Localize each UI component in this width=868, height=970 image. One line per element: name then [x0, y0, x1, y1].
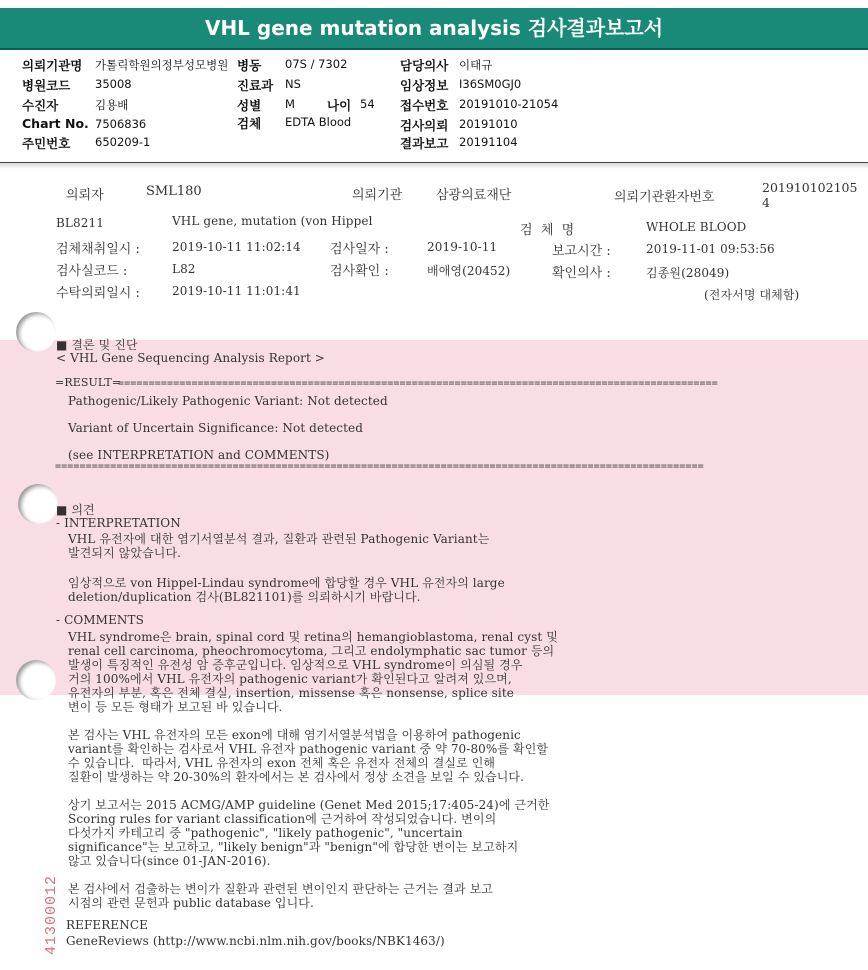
result-see-note: (see INTERPRETATION and COMMENTS): [68, 448, 330, 462]
comment-line: variant를 확인하는 검사로서 VHL 유전자 pathogenic variant 중 약 70-80%를 확인할: [68, 742, 549, 756]
sex-label: 성별: [237, 98, 262, 113]
clinical-label: 임상정보: [400, 78, 449, 93]
comment-line: 시점의 관련 문헌과 public database 입니다.: [68, 896, 314, 910]
patient-label: 수진자: [22, 98, 59, 113]
binder-hole-icon: [16, 312, 56, 352]
doctor-label: 담당의사: [400, 58, 449, 73]
result-tag: =RESULT=: [55, 376, 122, 389]
interpretation-line: deletion/duplication 검사(BL821101)를 의뢰하시기 바랍니다.: [68, 590, 421, 604]
hospital-code-label: 병원코드: [22, 78, 71, 93]
comment-line: 유전자의 부분, 혹은 전체 결실, insertion, missense 혹은 nonsense, splice site: [68, 686, 514, 700]
specimen-label: 검체: [237, 116, 262, 131]
comment-line: 다섯가지 카테고리 중 "pathogenic", "likely pathogenic", "uncertain: [68, 826, 463, 840]
request-date-value: 20191010: [459, 117, 518, 131]
comment-line: 않고 있습니다(since 01-JAN-2016).: [68, 854, 271, 868]
interpretation-line: 임상적으로 von Hippel-Lindau syndrome에 합당할 경우 VHL 유전자의 large: [68, 576, 505, 590]
report-title: VHL gene mutation analysis 검사결과보고서: [0, 8, 868, 48]
test-confirm-label: 검사확인 :: [330, 264, 389, 279]
collect-time-value: 2019-10-11 11:02:14: [172, 240, 301, 254]
requester-label: 의뢰자: [66, 188, 104, 203]
result-heading: ■ 결론 및 진단: [56, 338, 138, 352]
chart-no-value: 7506836: [95, 117, 147, 131]
org-patient-no-value-cont: 4: [762, 195, 770, 210]
institution-label: 의뢰기관명: [22, 58, 83, 73]
ward-value: 07S / 7302: [285, 57, 348, 71]
doctor-value: 이태규: [459, 58, 493, 72]
comment-line: 질환이 발생하는 약 20-30%의 환자에서는 본 검사에서 정상 소견을 보일 수 있습니다.: [68, 770, 525, 784]
dept-label: 진료과: [237, 78, 274, 93]
report-date-label: 결과보고: [400, 136, 449, 151]
opinion-heading: ■ 의견: [56, 503, 95, 517]
age-value: 54: [360, 97, 375, 111]
result-rule-top: ==================================================================================================: [118, 378, 718, 389]
confirm-doctor-value: 김종원(28049): [646, 266, 730, 280]
comment-line: 본 검사에서 검출하는 변이가 질환과 관련된 변이인지 판단하는 근거는 결과 보고: [68, 882, 493, 896]
comment-line: 상기 보고서는 2015 ACMG/AMP guideline (Genet Med 2015;17:405-24)에 근거한: [68, 798, 550, 812]
comment-line: 본 검사는 VHL 유전자의 모든 exon에 대해 염기서열분석법을 이용하여 pathogenic: [68, 728, 521, 742]
age-label: 나이: [327, 98, 352, 113]
confirm-doctor-label: 확인의사 :: [552, 266, 611, 281]
result-subtitle: < VHL Gene Sequencing Analysis Report >: [56, 351, 325, 365]
org-patient-no-label: 의뢰기관환자번호: [614, 190, 715, 205]
report-date-value: 20191104: [459, 135, 518, 149]
comment-line: 거의 100%에서 VHL 유전자의 pathogenic variant가 확인된다고 알려져 있으며,: [68, 672, 512, 686]
report-time-value: 2019-11-01 09:53:56: [646, 242, 775, 256]
interpretation-line: VHL 유전자에 대한 염기서열분석 결과, 질환과 관련된 Pathogenic Variant는: [68, 532, 490, 546]
reference-line: GeneReviews (http://www.ncbi.nlm.nih.gov/books/NBK1463/): [66, 934, 445, 948]
comment-line: 수 있습니다. 따라서, VHL 유전자의 exon 전체 혹은 유전자 전체의 결실로 인해: [68, 756, 496, 770]
report-time-label: 보고시간 :: [552, 244, 611, 259]
binder-hole-icon: [18, 484, 58, 524]
chart-no-label: Chart No.: [22, 116, 89, 131]
test-code: BL8211: [56, 216, 104, 230]
sex-value: M: [285, 97, 295, 111]
binder-hole-icon: [16, 660, 56, 700]
org-value: 삼광의료재단: [436, 188, 512, 203]
specimen-name-label: 검 체 명: [520, 223, 575, 238]
requester-value: SML180: [146, 184, 202, 199]
institution-value: 가톨릭학원의정부성모병원: [95, 58, 229, 72]
specimen-value: EDTA Blood: [285, 115, 352, 129]
request-date-label: 검사의뢰: [400, 118, 449, 133]
specimen-name-value: WHOLE BLOOD: [646, 220, 747, 234]
received-time-value: 2019-10-11 11:01:41: [172, 284, 301, 298]
comment-line: renal cell carcinoma, pheochromocytoma, 그리고 endolymphatic sac tumor 등의: [68, 644, 555, 658]
result-rule-bottom: ==========================================================================================================: [55, 461, 704, 472]
comment-line: 발생이 특징적인 유전성 암 증후군입니다. 임상적으로 VHL syndrome이 의심될 경우: [68, 658, 523, 672]
interpretation-line: 발견되지 않았습니다.: [68, 546, 182, 560]
receipt-value: 20191010-21054: [459, 97, 559, 111]
test-name: VHL gene, mutation (von Hippel: [172, 214, 373, 228]
comments-title: - COMMENTS: [56, 613, 144, 627]
org-label: 의뢰기관: [352, 188, 403, 203]
received-time-label: 수탁의뢰일시 :: [56, 286, 140, 301]
ward-label: 병동: [237, 58, 262, 73]
test-confirm-value: 배애영(20452): [427, 264, 511, 278]
patient-value: 김용배: [95, 98, 129, 112]
reference-title: REFERENCE: [66, 918, 149, 932]
comment-line: 변이 등 모든 형태가 보고된 바 있습니다.: [68, 700, 283, 714]
collect-time-label: 검체채취일시 :: [56, 242, 140, 257]
rrn-label: 주민번호: [22, 136, 71, 151]
lab-code-label: 검사실코드 :: [56, 264, 128, 279]
clinical-value: I36SM0GJ0: [459, 77, 522, 91]
receipt-label: 접수번호: [400, 98, 449, 113]
lab-code-value: L82: [172, 262, 196, 276]
side-serial-number: 41300012: [43, 874, 60, 955]
comment-line: significance"는 보고하고, "likely benign"과 "benign"에 합당한 변이는 보고하지: [68, 840, 519, 854]
dept-value: NS: [285, 77, 301, 91]
comment-line: Scoring rules for variant classification에 근거하여 작성되었습니다. 변이의: [68, 812, 497, 826]
interpretation-title: - INTERPRETATION: [56, 516, 181, 530]
result-vus: Variant of Uncertain Significance: Not detected: [68, 421, 364, 435]
comment-line: VHL syndrome은 brain, spinal cord 및 retina의 hemangioblastoma, renal cyst 및: [68, 630, 558, 644]
test-date-label: 검사일자 :: [330, 242, 389, 257]
rrn-value: 650209-1: [95, 135, 151, 149]
scan-edge-shadow: [0, 163, 868, 169]
esign-note: (전자서명 대체함): [704, 288, 800, 302]
hospital-code-value: 35008: [95, 77, 132, 91]
test-date-value: 2019-10-11: [427, 240, 498, 254]
title-underline: [0, 48, 868, 50]
org-patient-no-value: 201910102105: [762, 180, 858, 195]
result-pathogenic: Pathogenic/Likely Pathogenic Variant: Not detected: [68, 394, 388, 408]
